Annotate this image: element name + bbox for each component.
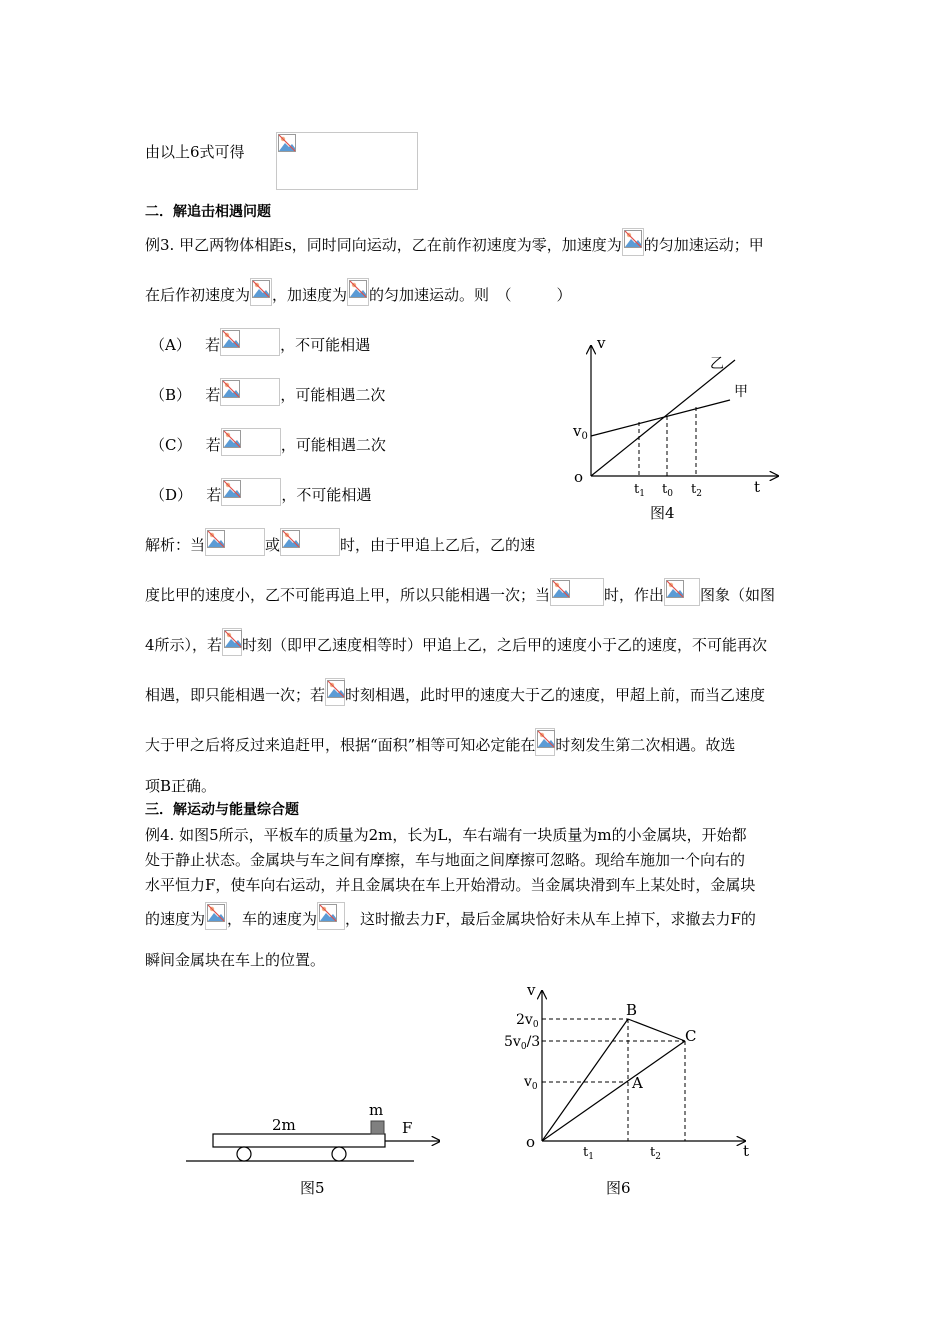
fig4-v-label: v [597,334,606,352]
fig6-2v0-label: $2v_0$ [516,1012,539,1030]
fig4-jia-label: 甲 [734,384,748,400]
fig6-line-BC [628,1019,685,1041]
broken-image-icon [666,580,684,598]
fig6-5v0-3-label: $5v_0/3$ [504,1034,541,1052]
option-c: （C） 若 ，可能相遇二次 [150,428,386,456]
figure-5-cart-diagram [180,1095,440,1205]
formula-image [550,578,604,606]
formula-image [280,528,340,556]
cart-wheel-right [332,1147,346,1161]
formula-image [535,728,555,756]
formula-image [222,628,242,656]
broken-image-icon [222,380,240,398]
formula-image [622,228,644,256]
fig4-yi-label: 乙 [710,356,724,372]
formula-image [664,578,700,606]
formula-image [205,528,265,556]
formula-image [220,378,280,406]
broken-image-icon [207,530,225,548]
option-a: （A） 若 ，不可能相遇 [150,328,370,356]
fig6-point-A: A [632,1074,643,1092]
fig4-v0-label: $v_0$ [573,422,588,442]
broken-image-icon [349,280,367,298]
broken-image-icon [537,730,555,748]
broken-image-icon [327,680,345,698]
broken-image-icon [624,230,642,248]
formula-image [221,428,281,456]
formula-image [347,278,369,306]
broken-image-icon [222,330,240,348]
broken-image-icon [223,430,241,448]
fig6-t-label: t [743,1142,750,1160]
cart-mass-label: 2m [272,1116,296,1134]
fig6-origin: o [526,1133,536,1151]
analysis-line2: 度比甲的速度小，乙不可能再追上甲，所以只能相遇一次；当 时，作出 图象（如图 [145,578,775,606]
broken-image-icon [552,580,570,598]
broken-image-icon [319,904,337,922]
formula-image [221,478,281,506]
fig6-point-C: C [685,1027,697,1045]
fig6-line-OC [542,1041,685,1141]
formula-image [205,902,227,930]
formula-image [220,328,280,356]
formula-image [250,278,272,306]
ex4-line1: 例4. 如图5所示，平板车的质量为2m，长为L，车右端有一块质量为m的小金属块，开始都 [145,826,747,844]
formula-image [317,902,345,930]
ex4-line3: 水平恒力F，使车向右运动，并且金属块在车上开始滑动。当金属块滑到车上某处时，金属块 [145,876,756,894]
formula-image [325,678,345,706]
fig6-line-OB [542,1019,628,1141]
section2-heading: 二．解追击相遇问题 [145,204,271,220]
broken-image-icon [223,480,241,498]
force-label: F [402,1119,413,1137]
fig4-caption: 图4 [650,504,675,522]
fig6-t1-label: $t_1$ [583,1145,594,1162]
broken-image-icon [282,530,300,548]
metal-block [371,1121,384,1134]
cart-board [213,1134,385,1147]
broken-image-icon [252,280,270,298]
ex4-line4: 的速度为 ，车的速度为 ，这时撤去力F，最后金属块恰好未从车上掉下，求撤去力F的 [145,902,756,930]
fig4-line-jia [591,400,730,436]
ex3-line2: 在后作初速度为 ，加速度为 的匀加速运动。则 （ ） [145,278,572,306]
equation-image-placeholder [276,132,418,190]
fig4-t2-label: $t_2$ [691,482,702,499]
block-mass-label: m [369,1101,384,1119]
fig6-v0-label: $v_0$ [524,1074,538,1092]
broken-image-icon [207,904,225,922]
fig4-t1-label: $t_1$ [634,482,645,499]
analysis-line3: 4所示），若 时刻（即甲乙速度相等时）甲追上乙，之后甲的速度小于乙的速度，不可能再次 [145,628,767,656]
broken-image-icon [224,630,242,648]
broken-image-icon [278,134,296,152]
fig6-point-B: B [626,1001,638,1019]
option-b: （B） 若 ，可能相遇二次 [150,378,385,406]
analysis-line1: 解析：当 或 时，由于甲追上乙后，乙的速 [145,528,535,556]
ex3-line1: 例3. 甲乙两物体相距s，同时同向运动，乙在前作初速度为零，加速度为 的匀加速运动；甲 [145,228,764,256]
ex4-line5: 瞬间金属块在车上的位置。 [145,951,326,969]
analysis-line4: 相遇，即只能相遇一次；若 时刻相遇，此时甲的速度大于乙的速度，甲超上前，而当乙速度 [145,678,765,706]
intro-line: 由以上6式可得 [145,143,245,161]
figure-6-vt-graph [495,975,765,1205]
figure-4-vt-graph [560,330,790,530]
analysis-line6: 项B正确。 [145,777,217,795]
fig6-caption: 图6 [606,1179,631,1197]
cart-wheel-left [237,1147,251,1161]
analysis-line5: 大于甲之后将反过来追赶甲，根据“面积”相等可知必定能在 时刻发生第二次相遇。故选 [145,728,735,756]
fig4-origin: o [574,468,584,486]
fig6-t2-label: $t_2$ [650,1145,661,1162]
fig4-t-label: t [754,478,761,496]
fig4-t0-label: $t_0$ [662,482,673,499]
ex4-line2: 处于静止状态。金属块与车之间有摩擦，车与地面之间摩擦可忽略。现给车施加一个向右的 [145,851,746,869]
fig4-line-yi [591,360,735,476]
fig5-caption: 图5 [300,1179,325,1197]
fig6-v-label: v [527,981,536,999]
section3-heading: 三．解运动与能量综合题 [145,802,299,818]
option-d: （D） 若 ，不可能相遇 [150,478,371,506]
